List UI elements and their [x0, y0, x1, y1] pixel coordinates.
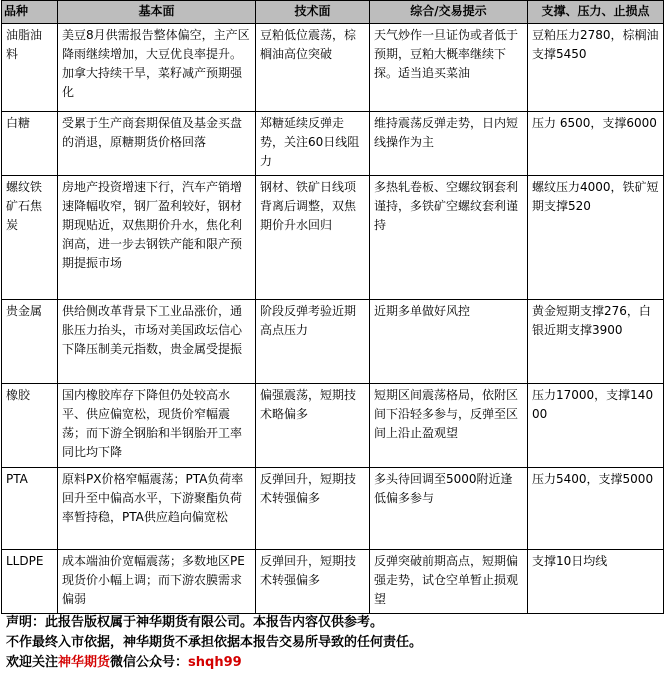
fundamental-cell: 受累于生产商套期保值及基金买盘的消退，原糖期货价格回落: [58, 112, 256, 176]
table-header-row: [2, 1, 664, 24]
fundamental-cell: 供给侧改革背景下工业品涨价，通胀压力抬头，市场对美国政坛信心下降压制美元指数，贵金属受提振: [58, 300, 256, 384]
table-body: [2, 24, 664, 614]
disclaimer: [6, 613, 422, 673]
fundamental-cell: 房地产投资增速下行，汽车产销增速降幅收窄，钢厂盈利较好，钢材期现贴近，双焦期价升水，焦化利润高，进一步去钢铁产能和限产预期提振市场: [58, 176, 256, 300]
technical-cell: 偏强震荡，短期技术略偏多: [256, 384, 370, 468]
fundamental-cell: 国内橡胶库存下降但仍处较高水平、供应偏宽松，现货价窄幅震荡；而下游全钢胎和半钢胎开工率同比均下降: [58, 384, 256, 468]
disclaimer-line-1: 声明：此报告版权属于神华期货有限公司。本报告内容仅供参考。: [6, 615, 384, 630]
table-row: [2, 384, 664, 468]
brand-name: 神华期货: [58, 655, 111, 670]
summary-cell: 近期多单做好风控: [370, 300, 528, 384]
wechat-account: shqh99: [188, 655, 242, 670]
table-row: [2, 176, 664, 300]
levels-cell: 螺纹压力4000，铁矿短期支撑520: [528, 176, 664, 300]
fundamental-cell: 成本端油价宽幅震荡；多数地区PE现货价小幅上调；而下游农膜需求偏弱: [58, 550, 256, 614]
follow-mid: 微信公众号：: [110, 655, 189, 670]
levels-cell: 黄金短期支撑276，白银近期支撑3900: [528, 300, 664, 384]
technical-cell: 钢材、铁矿日线项背离后调整，双焦期价升水回归: [256, 176, 370, 300]
variety-cell: 油脂油料: [2, 24, 58, 112]
header-fundamental: 基本面: [58, 1, 256, 24]
table-row: [2, 24, 664, 112]
technical-cell: 反弹回升，短期技术转强偏多: [256, 468, 370, 550]
levels-cell: 压力17000，支撑14000: [528, 384, 664, 468]
summary-cell: 多热轧卷板、空螺纹钢套利谨持，多铁矿空螺纹套利谨持: [370, 176, 528, 300]
table-row: [2, 550, 664, 614]
levels-cell: 压力5400，支撑5000: [528, 468, 664, 550]
levels-cell: 豆粕压力2780，棕榈油支撑5450: [528, 24, 664, 112]
futures-summary-table: [1, 0, 664, 614]
fundamental-cell: 美豆8月供需报告整体偏空，主产区降雨继续增加，大豆优良率提升。加拿大持续干旱，菜籽减产预期强化: [58, 24, 256, 112]
follow-line: [6, 653, 422, 673]
header-levels: 支撑、压力、止损点: [528, 1, 664, 24]
summary-cell: 维持震荡反弹走势，日内短线操作为主: [370, 112, 528, 176]
disclaimer-line-2: 不作最终入市依据，神华期货不承担依据本报告交易所导致的任何责任。: [6, 635, 423, 650]
variety-cell: 白糖: [2, 112, 58, 176]
variety-cell: 螺纹铁矿石焦炭: [2, 176, 58, 300]
variety-cell: 橡胶: [2, 384, 58, 468]
follow-prefix: 欢迎关注: [6, 655, 59, 670]
technical-cell: 反弹回升，短期技术转强偏多: [256, 550, 370, 614]
fundamental-cell: 原料PX价格窄幅震荡；PTA负荷率回升至中偏高水平，下游聚酯负荷率暂持稳，PTA供应趋向偏宽松: [58, 468, 256, 550]
table-row: [2, 112, 664, 176]
header-summary: 综合/交易提示: [370, 1, 528, 24]
header-variety: 品种: [2, 1, 58, 24]
variety-cell: LLDPE: [2, 550, 58, 614]
variety-cell: 贵金属: [2, 300, 58, 384]
table-row: [2, 468, 664, 550]
technical-cell: 郑糖延续反弹走势，关注60日线阻力: [256, 112, 370, 176]
levels-cell: 支撑10日均线: [528, 550, 664, 614]
technical-cell: 阶段反弹考验近期高点压力: [256, 300, 370, 384]
summary-cell: 短期区间震荡格局，依附区间下沿轻多参与，反弹至区间上沿止盈观望: [370, 384, 528, 468]
levels-cell: 压力 6500，支撑6000: [528, 112, 664, 176]
summary-cell: 反弹突破前期高点，短期偏强走势，试仓空单暂止损观望: [370, 550, 528, 614]
header-technical: 技术面: [256, 1, 370, 24]
variety-cell: PTA: [2, 468, 58, 550]
table-row: [2, 300, 664, 384]
technical-cell: 豆粕低位震荡，棕榈油高位突破: [256, 24, 370, 112]
summary-cell: 天气炒作一旦证伪或者低于预期，豆粕大概率继续下探。适当追买菜油: [370, 24, 528, 112]
summary-cell: 多头待回调至5000附近逢低偏多参与: [370, 468, 528, 550]
